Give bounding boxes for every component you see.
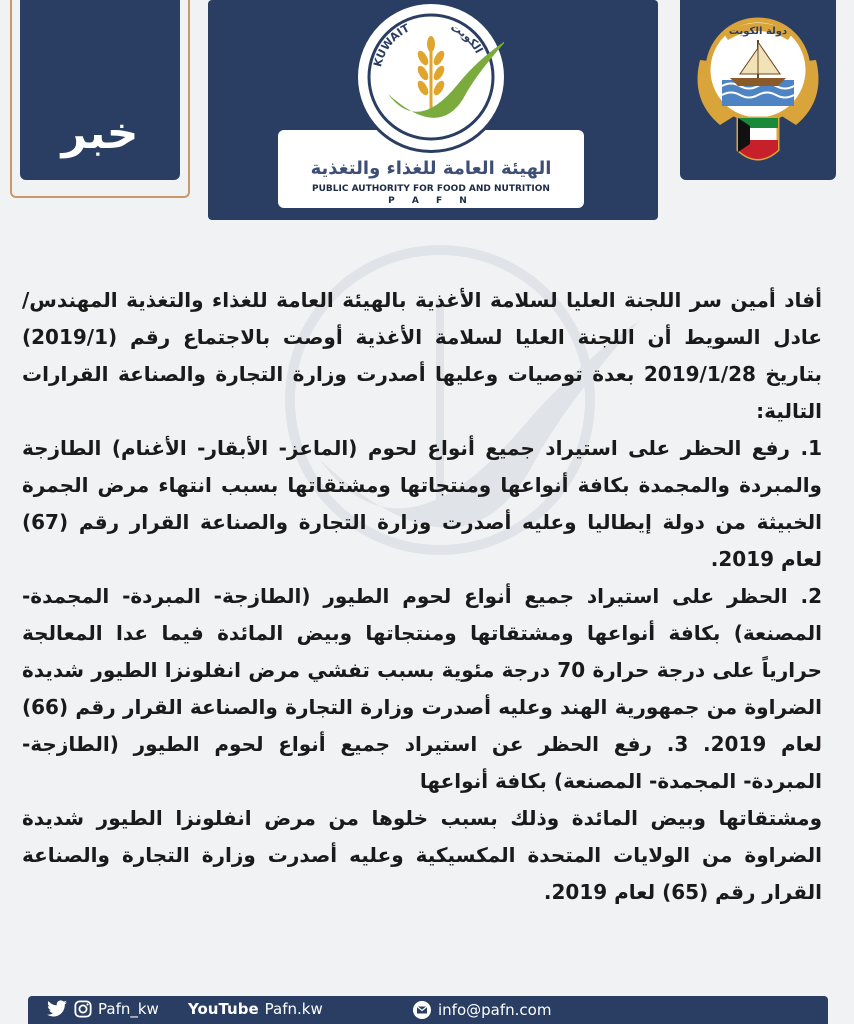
email-address[interactable]: info@pafn.com: [438, 1001, 552, 1019]
youtube-icon[interactable]: [188, 1000, 259, 1018]
article-paragraph-item-3-cont: ومشتقاتها وبيض المائدة وذلك بسبب خلوها من مرض انفلونزا الطيور شديدة الضراوة من الولايات المتحدة المكسيكية وعليه أصدرت وزارة التجارة والصناعة القرار رقم (65) لعام 2019.: [22, 806, 822, 904]
logo-country-en: KUWAIT: [371, 21, 412, 69]
emblem-text: دولة الكويت: [728, 26, 788, 37]
social-handle-group[interactable]: [46, 1000, 159, 1018]
footer-bar: [28, 996, 828, 1024]
twitter-icon[interactable]: [46, 1000, 68, 1018]
logo-country-ar: الكويت: [448, 20, 486, 56]
article-paragraph-intro: أفاد أمين سر اللجنة العليا لسلامة الأغذية بالهيئة العامة للغذاء والتغذية المهندس/ عادل السويط أن اللجنة العليا لسلامة الأغذية أوصت بالاجتماع رقم (2019/1) بتاريخ 2019/1/28 بعدة توصيات وعليها أصدرت وزارة التجارة والصناعة القرارات التالية:: [22, 288, 822, 423]
emblem-panel: [680, 0, 836, 180]
article-paragraph-item-1: 1. رفع الحظر على استيراد جميع أنواع لحوم (الماعز- الأبقار- الأغنام) الطازجة والمبردة والمجمدة بكافة أنواعها ومنتجاتها ومشتقاتها بسبب انتهاء مرض الجمرة الخبيثة من دولة إيطاليا وعليه أصدرت وزارة التجارة والصناعة القرار رقم (67) لعام 2019.: [22, 436, 822, 571]
youtube-group[interactable]: [188, 1000, 323, 1018]
email-group[interactable]: [412, 1000, 551, 1020]
instagram-icon[interactable]: [74, 1000, 92, 1018]
social-handle[interactable]: Pafn_kw: [98, 1000, 159, 1018]
youtube-label: YouTube: [188, 1000, 259, 1018]
logo-panel: [208, 0, 658, 220]
logo-name-ar: الهيئة العامة للغذاء والتغذية: [310, 158, 552, 179]
news-box: [20, 0, 180, 180]
logo-abbr: P A F N: [388, 196, 474, 206]
article-body: [22, 282, 822, 911]
pafn-logo-mark: [358, 4, 504, 150]
logo-name-en: PUBLIC AUTHORITY FOR FOOD AND NUTRITION: [312, 184, 550, 194]
youtube-handle[interactable]: Pafn.kw: [264, 1000, 323, 1018]
kuwait-emblem-icon: [680, 0, 836, 180]
article-paragraph-item-2-3: 2. الحظر على استيراد جميع أنواع لحوم الطيور (الطازجة- المبردة- المجمدة- المصنعة) بكافة أنواعها ومشتقاتها ومنتجاتها وبيض المائدة فيما عدا المعالجة حرارياً على درجة حرارة 70 درجة مئوية بسبب تفشي مرض انفلونزا الطيور شديدة الضراوة من جمهورية الهند وعليه أصدرت وزارة التجارة والصناعة القرار رقم (66) لعام 2019. 3. رفع الحظر عن استيراد جميع أنواع لحوم الطيور (الطازجة- المبردة- المجمدة- المصنعة) بكافة أنواعها: [22, 584, 823, 793]
pafn-logo: [358, 4, 504, 150]
email-icon[interactable]: [412, 1000, 432, 1020]
news-label: خبر: [61, 108, 139, 159]
